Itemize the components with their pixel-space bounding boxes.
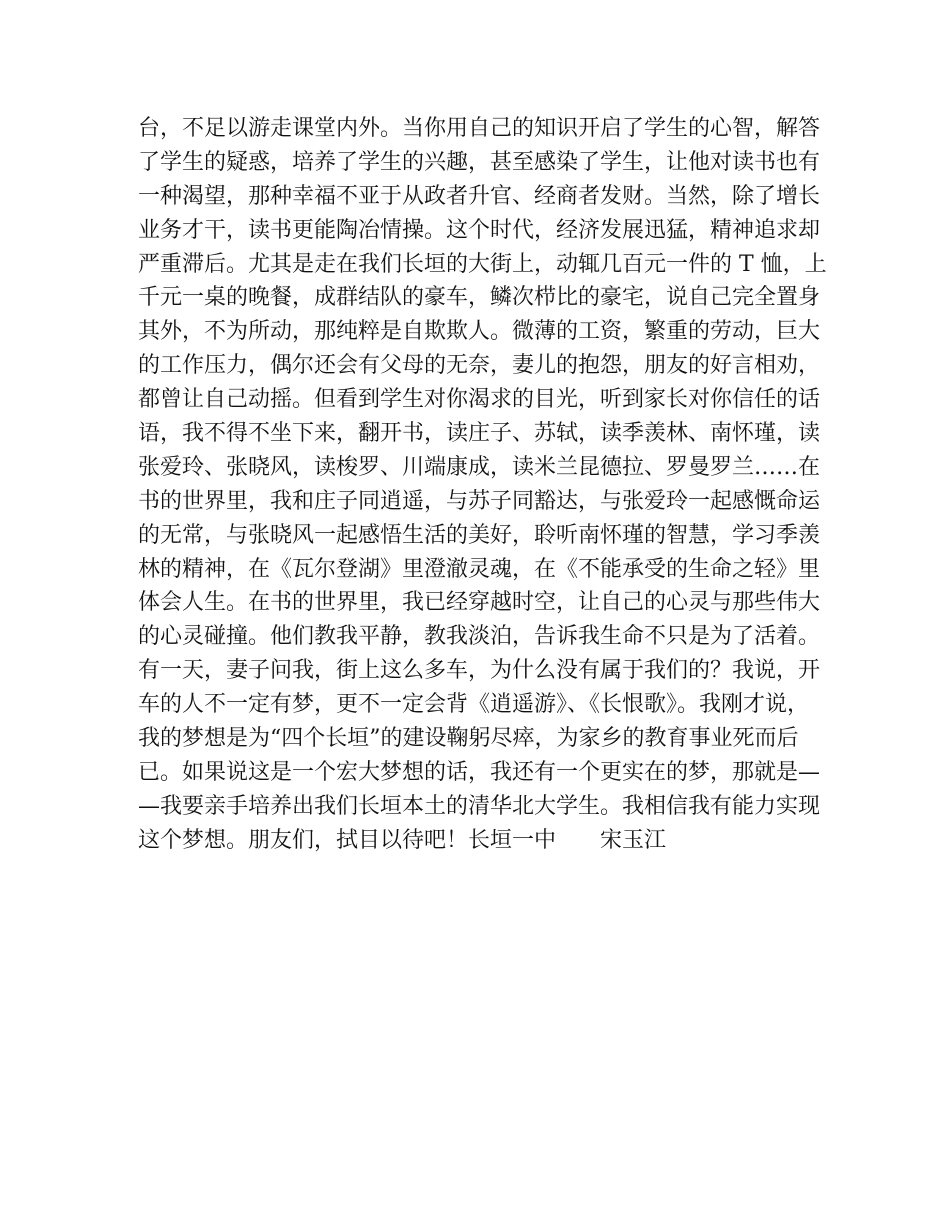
text-line: 千元一桌的晚餐，成群结队的豪车，鳞次栉比的豪宅，说自己完全置身 bbox=[138, 285, 821, 311]
text-line: 已。如果说这是一个宏大梦想的话，我还有一个更实在的梦，那就是— bbox=[138, 759, 821, 785]
text-line: —我要亲手培养出我们长垣本土的清华北大学生。我相信我有能力实现 bbox=[138, 793, 821, 819]
text-line: 林的精神，在《瓦尔登湖》里澄澈灵魂，在《不能承受的生命之轻》里 bbox=[138, 556, 821, 582]
text-line: 其外，不为所动，那纯粹是自欺欺人。微薄的工资，繁重的劳动，巨大 bbox=[138, 319, 821, 345]
text-line: 的心灵碰撞。他们教我平静，教我淡泊，告诉我生命不只是为了活着。 bbox=[138, 624, 821, 650]
text-line: 台，不足以游走课堂内外。当你用自己的知识开启了学生的心智，解答 bbox=[138, 116, 821, 141]
closing-text: 这个梦想。朋友们，拭目以待吧！长垣一中 bbox=[138, 827, 557, 853]
text-line: 一种渴望，那种幸福不亚于从政者升官、经商者发财。当然，除了增长 bbox=[138, 183, 821, 209]
author-signature: 宋玉江 bbox=[600, 827, 667, 853]
closing-line bbox=[138, 824, 828, 858]
text-line: 书的世界里，我和庄子同逍遥，与苏子同豁达，与张爱玲一起感慨命运 bbox=[138, 488, 821, 514]
text-line: 我的梦想是为“四个长垣”的建设鞠躬尽瘁，为家乡的教育事业死而后 bbox=[138, 726, 799, 752]
text-line: 语，我不得不坐下来，翻开书，读庄子、苏轼，读季羡林、南怀瑾，读 bbox=[138, 421, 821, 447]
text-line: 有一天，妻子问我，街上这么多车，为什么没有属于我们的？我说，开 bbox=[138, 658, 821, 684]
text-line: 的无常，与张晓风一起感悟生活的美好，聆听南怀瑾的智慧，学习季羡 bbox=[138, 522, 821, 548]
text-line: 都曾让自己动摇。但看到学生对你渴求的目光，听到家长对你信任的话 bbox=[138, 387, 821, 413]
text-line: 了学生的疑惑，培养了学生的兴趣，甚至感染了学生，让他对读书也有 bbox=[138, 149, 821, 175]
text-line: 车的人不一定有梦，更不一定会背《逍遥游》、《长恨歌》。我刚才说， bbox=[138, 692, 810, 718]
text-line: 严重滞后。尤其是走在我们长垣的大街上，动辄几百元一件的 T 恤，上 bbox=[138, 251, 827, 277]
text-line: 张爱玲、张晓风，读梭罗、川端康成，读米兰昆德拉、罗曼罗兰……在 bbox=[138, 454, 821, 480]
text-line: 的工作压力，偶尔还会有父母的无奈，妻儿的抱怨，朋友的好言相劝， bbox=[138, 353, 821, 379]
essay-body bbox=[138, 112, 828, 858]
text-line: 体会人生。在书的世界里，我已经穿越时空，让自己的心灵与那些伟大 bbox=[138, 590, 821, 616]
text-line: 业务才干，读书更能陶冶情操。这个时代，经济发展迅猛，精神追求却 bbox=[138, 217, 821, 243]
